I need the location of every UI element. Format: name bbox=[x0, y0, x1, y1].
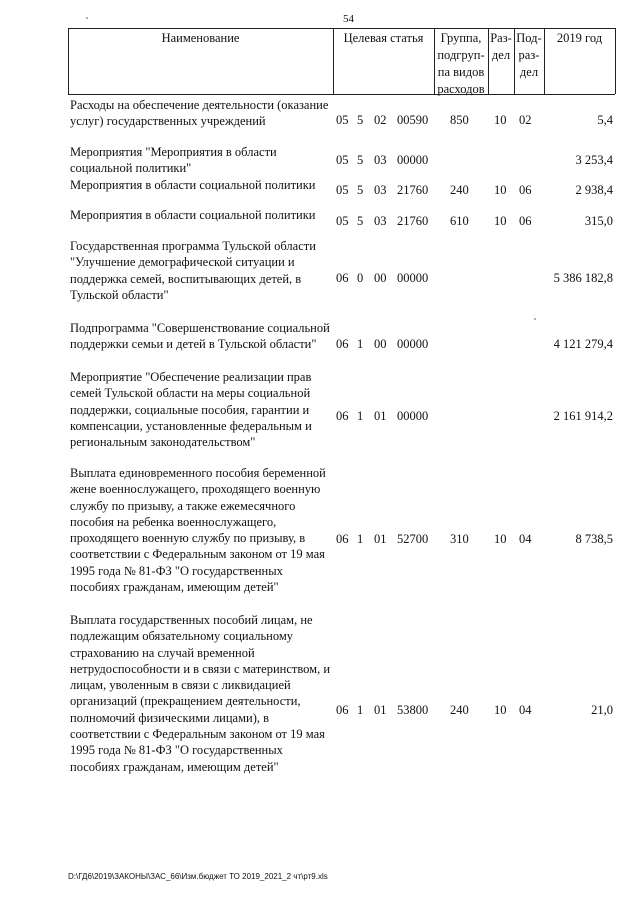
target-code-4: 21760 bbox=[397, 214, 429, 228]
target-code-1: 06 bbox=[336, 409, 349, 423]
row-name: Мероприятия в области социальной политики bbox=[70, 178, 316, 192]
row-name: Мероприятие "Обеспечение реализации прав семей Тульской области на меры социальной поддержки, социальные пособия, гарантии и компенсации, установленные федеральным и региональным законодательством" bbox=[70, 370, 312, 450]
group-code: 310 bbox=[450, 532, 469, 546]
header-section: Раз- дел bbox=[490, 31, 512, 62]
target-code-4: 00000 bbox=[397, 153, 429, 167]
target-code-1: 05 bbox=[336, 113, 349, 127]
header-group: Группа, подгруп- па видов расходов bbox=[437, 31, 485, 96]
row-name: Расходы на обеспечение деятельности (оказание услуг) государственных учреждений bbox=[70, 98, 329, 129]
target-code-2: 1 bbox=[357, 409, 364, 423]
target-code-2: 5 bbox=[357, 183, 364, 197]
target-code-3: 03 bbox=[374, 153, 387, 167]
section-code: 10 bbox=[494, 183, 507, 197]
section-code: 10 bbox=[494, 113, 507, 127]
target-code-3: 01 bbox=[374, 703, 387, 717]
row-name: Выплата единовременного пособия беременной жене военнослужащего, проходящего военную службу по призыву, а также ежемесячного пособия на ребенка военнослужащего, проходящего военную службу по призыву, в соответствии с Федеральным законом от 19 мая 1995 года № 81-ФЗ "О государственных пособиях гражданам, имеющим детей" bbox=[70, 466, 326, 595]
target-code-3: 03 bbox=[374, 183, 387, 197]
file-path-footer: D:\ГД6\2019\ЗАКОНЫ\ЗАС_66\Изм.бюджет ТО 2019_2021_2 чт\рт9.xls bbox=[68, 872, 328, 881]
header-subsection: Под- раз- дел bbox=[516, 31, 542, 79]
target-code-2: 5 bbox=[357, 113, 364, 127]
section-code: 10 bbox=[494, 214, 507, 228]
target-code-4: 21760 bbox=[397, 183, 429, 197]
target-code-2: 1 bbox=[357, 703, 364, 717]
row-name: Мероприятия в области социальной политики bbox=[70, 208, 316, 222]
header-name: Наименование bbox=[161, 31, 240, 45]
target-code-2: 1 bbox=[357, 337, 364, 351]
amount: 4 121 279,4 bbox=[553, 337, 613, 351]
target-code-1: 06 bbox=[336, 337, 349, 351]
target-code-1: 05 bbox=[336, 153, 349, 167]
scan-speck bbox=[534, 318, 536, 320]
amount: 8 738,5 bbox=[575, 532, 613, 546]
row-name: Государственная программа Тульской области "Улучшение демографической ситуации и поддержка семей, воспитывающих детей, в Тульской области" bbox=[70, 239, 316, 302]
target-code-4: 52700 bbox=[397, 532, 429, 546]
target-code-2: 5 bbox=[357, 214, 364, 228]
subsection-code: 02 bbox=[519, 113, 532, 127]
target-code-4: 00000 bbox=[397, 337, 429, 351]
header-year: 2019 год bbox=[556, 31, 603, 45]
amount: 2 161 914,2 bbox=[553, 409, 613, 423]
group-code: 240 bbox=[450, 183, 469, 197]
subsection-code: 06 bbox=[519, 183, 532, 197]
amount: 3 253,4 bbox=[575, 153, 613, 167]
amount: 5 386 182,8 bbox=[553, 271, 613, 285]
amount: 2 938,4 bbox=[575, 183, 613, 197]
row-name: Выплата государственных пособий лицам, не подлежащим обязательному социальному страхованию на случай временной нетрудоспособности и в связи с материнством, и лицам, уволенным в связи с ликвидацией организаций (прекращением деятельности, полномочий физическими лицами), в соответствии с Федеральным законом от 19 мая 1995 года № 81-ФЗ "О государственных пособиях гражданам, имеющим детей" bbox=[70, 613, 331, 774]
target-code-3: 02 bbox=[374, 113, 387, 127]
target-code-4: 00590 bbox=[397, 113, 429, 127]
subsection-code: 04 bbox=[519, 532, 532, 546]
target-code-1: 05 bbox=[336, 214, 349, 228]
target-code-3: 01 bbox=[374, 532, 387, 546]
target-code-3: 00 bbox=[374, 337, 387, 351]
target-code-1: 06 bbox=[336, 703, 349, 717]
section-code: 10 bbox=[494, 532, 507, 546]
subsection-code: 04 bbox=[519, 703, 532, 717]
amount: 21,0 bbox=[591, 703, 613, 717]
target-code-3: 01 bbox=[374, 409, 387, 423]
target-code-1: 06 bbox=[336, 532, 349, 546]
target-code-4: 53800 bbox=[397, 703, 429, 717]
scan-speck bbox=[86, 17, 88, 19]
target-code-4: 00000 bbox=[397, 409, 429, 423]
target-code-2: 1 bbox=[357, 532, 364, 546]
target-code-3: 00 bbox=[374, 271, 387, 285]
row-name: Подпрограмма "Совершенствование социальной поддержки семьи и детей в Тульской области" bbox=[70, 321, 330, 352]
target-code-2: 0 bbox=[357, 271, 364, 285]
header-target: Целевая статья bbox=[343, 31, 424, 45]
target-code-1: 05 bbox=[336, 183, 349, 197]
amount: 5,4 bbox=[597, 113, 613, 127]
target-code-4: 00000 bbox=[397, 271, 429, 285]
group-code: 240 bbox=[450, 703, 469, 717]
group-code: 610 bbox=[450, 214, 469, 228]
subsection-code: 06 bbox=[519, 214, 532, 228]
page-number: 54 bbox=[343, 13, 354, 25]
row-name: Мероприятия "Мероприятия в области социальной политики" bbox=[70, 145, 277, 176]
group-code: 850 bbox=[450, 113, 469, 127]
target-code-3: 03 bbox=[374, 214, 387, 228]
target-code-1: 06 bbox=[336, 271, 349, 285]
amount: 315,0 bbox=[584, 214, 613, 228]
section-code: 10 bbox=[494, 703, 507, 717]
target-code-2: 5 bbox=[357, 153, 364, 167]
